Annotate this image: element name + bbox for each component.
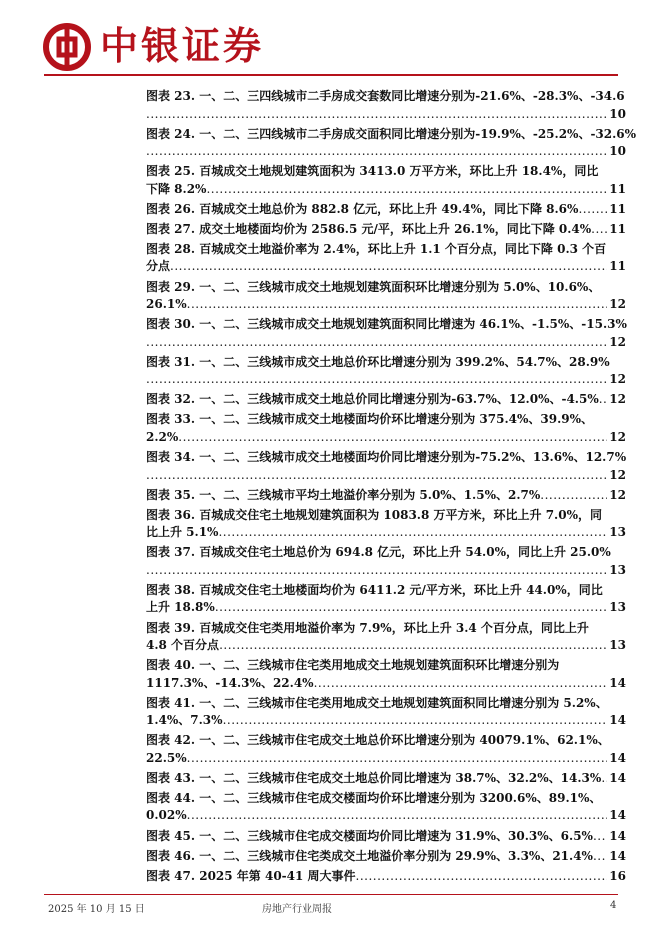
toc-leader-dots (146, 562, 607, 580)
toc-entry-title: 图表 36. 百城成交住宅土地规划建筑面积为 1083.8 万平方米，环比上升 7.0%，同 (146, 507, 602, 522)
toc-page-number: 12 (609, 392, 626, 407)
toc-page-number: 11 (609, 181, 626, 196)
toc-leader-dots (356, 868, 608, 886)
toc-leader-dots (146, 143, 607, 161)
toc-entry[interactable] (146, 449, 626, 484)
toc-entry-title: 图表 47. 2025 年第 40-41 周大事件 (146, 868, 356, 883)
figure-index-list (146, 88, 637, 888)
toc-page-number: 12 (609, 372, 626, 387)
toc-entry-title: 图表 46. 一、二、三线城市住宅类成交土地溢价率分别为 29.9%、3.3%、21.4% (146, 848, 593, 863)
toc-entry[interactable] (146, 163, 626, 198)
toc-leader-dots (540, 487, 607, 505)
toc-entry[interactable] (146, 732, 626, 767)
toc-page-number: 12 (609, 487, 626, 502)
toc-leader-dots (218, 524, 607, 542)
toc-page-number: 14 (609, 828, 626, 843)
boc-coin-logo-icon (42, 22, 92, 72)
toc-entry-title: 图表 26. 百城成交土地总价为 882.8 亿元，环比上升 49.4%，同比下降 8.6% (146, 201, 579, 216)
toc-leader-dots (178, 429, 607, 447)
toc-page-number: 12 (609, 334, 626, 349)
toc-entry[interactable] (146, 657, 626, 692)
toc-entry-title: 图表 27. 成交土地楼面均价为 2586.5 元/平，环比上升 26.1%，同比下降 0.4% (146, 221, 592, 236)
toc-entry-title-continued: 2.2% (146, 429, 179, 444)
toc-page-number: 12 (609, 297, 626, 312)
toc-entry[interactable] (146, 770, 626, 788)
toc-leader-dots (215, 599, 607, 617)
toc-entry-title: 图表 25. 百城成交土地规划建筑面积为 3413.0 万平方米，环比上升 18.4%，同比 (146, 164, 599, 179)
toc-page-number: 14 (609, 675, 626, 690)
toc-leader-dots (219, 637, 607, 655)
toc-leader-dots (591, 221, 607, 239)
footer-page-number: 4 (610, 900, 617, 911)
toc-leader-dots (223, 712, 608, 730)
toc-entry-title-continued: 1117.3%、-14.3%、22.4% (146, 675, 314, 690)
toc-entry-title-continued: 1.4%、7.3% (146, 713, 223, 728)
toc-entry-title: 图表 23. 一、二、三四线城市二手房成交套数同比增速分别为-21.6%、-28.3%、-34.6 (146, 89, 625, 103)
toc-leader-dots (146, 467, 607, 485)
toc-entry[interactable] (146, 354, 626, 389)
toc-entry[interactable] (146, 241, 626, 276)
toc-entry-title-continued: 上升 18.8% (146, 600, 215, 615)
toc-entry-title: 图表 44. 一、二、三线城市住宅成交楼面均价环比增速分别为 3200.6%、89.1%、 (146, 790, 602, 805)
toc-page-number: 10 (609, 106, 626, 121)
toc-page-number: 14 (609, 770, 626, 785)
toc-entry-title-continued: 0.02% (146, 808, 187, 823)
toc-entry-title-continued: 下降 8.2% (146, 181, 207, 196)
toc-page-number: 13 (609, 600, 626, 615)
header-divider (44, 74, 618, 76)
toc-entry-title: 图表 32. 一、二、三线城市成交土地总价同比增速分别为-63.7%、12.0%、-4.5% (146, 392, 599, 407)
toc-page-number: 13 (609, 525, 626, 540)
toc-page-number: 14 (609, 713, 626, 728)
toc-entry[interactable] (146, 279, 626, 314)
toc-entry[interactable] (146, 620, 626, 655)
toc-leader-dots (170, 258, 607, 276)
toc-entry[interactable] (146, 790, 626, 825)
footer-date: 2025 年 10 月 15 日 (48, 904, 145, 915)
toc-entry[interactable] (146, 391, 626, 409)
toc-page-number: 16 (609, 868, 626, 883)
toc-entry-title: 图表 45. 一、二、三线城市住宅成交楼面均价同比增速为 31.9%、30.3%、6.5% (146, 828, 593, 843)
toc-entry-title-continued: 比上升 5.1% (146, 525, 219, 540)
toc-leader-dots (206, 181, 607, 199)
toc-entry[interactable] (146, 544, 626, 579)
toc-page-number: 14 (609, 750, 626, 765)
toc-entry-title: 图表 42. 一、二、三线城市住宅成交土地总价环比增速分别为 40079.1%、62.1%、 (146, 733, 610, 748)
toc-leader-dots (187, 296, 608, 314)
toc-leader-dots (187, 807, 608, 825)
toc-page-number: 12 (609, 467, 626, 482)
toc-entry[interactable] (146, 868, 626, 886)
footer-divider (44, 894, 618, 895)
toc-leader-dots (187, 750, 608, 768)
toc-page-number: 13 (609, 562, 626, 577)
toc-entry-title: 图表 37. 百城成交住宅土地总价为 694.8 亿元，环比上升 54.0%，同比上升 25.0% (146, 545, 611, 560)
toc-entry-title: 图表 31. 一、二、三线城市成交土地总价环比增速分别为 399.2%、54.7%、28.9% (146, 354, 610, 369)
toc-leader-dots (314, 675, 608, 693)
toc-entry[interactable] (146, 316, 626, 351)
page-header (42, 22, 622, 72)
toc-leader-dots (593, 848, 607, 866)
toc-entry[interactable] (146, 507, 626, 542)
toc-entry[interactable] (146, 221, 626, 239)
toc-entry-title: 图表 28. 百城成交土地溢价率为 2.4%，环比上升 1.1 个百分点，同比下降 0.3 个百 (146, 241, 607, 256)
toc-entry-title: 图表 34. 一、二、三线城市成交土地楼面均价同比增速分别为-75.2%、13.6%、12.7% (146, 450, 627, 465)
toc-entry[interactable] (146, 201, 626, 219)
toc-entry[interactable] (146, 848, 626, 866)
footer-report-title: 房地产行业周报 (262, 904, 332, 915)
toc-page-number: 11 (609, 201, 626, 216)
toc-page-number: 11 (609, 259, 626, 274)
toc-entry[interactable] (146, 828, 626, 846)
toc-page-number: 10 (609, 144, 626, 159)
toc-entry-title: 图表 41. 一、二、三线城市住宅类用地成交土地规划建筑面积同比增速分别为 5.2%、 (146, 695, 608, 710)
toc-entry[interactable] (146, 126, 637, 161)
brand-name: 中银证券 (100, 24, 265, 68)
toc-entry[interactable] (146, 582, 626, 617)
toc-leader-dots (146, 371, 607, 389)
toc-leader-dots (578, 201, 607, 219)
toc-entry[interactable] (146, 695, 626, 730)
toc-entry-title-continued: 分点 (146, 259, 171, 274)
toc-entry-title: 图表 39. 百城成交住宅类用地溢价率为 7.9%，环比上升 3.4 个百分点，同比上升 (146, 620, 589, 635)
toc-entry[interactable] (146, 411, 626, 446)
toc-page-number: 12 (609, 429, 626, 444)
toc-leader-dots (146, 334, 607, 352)
toc-entry[interactable] (146, 487, 626, 505)
toc-page-number: 11 (609, 221, 626, 236)
toc-page-number: 14 (609, 848, 626, 863)
toc-entry-title: 图表 29. 一、二、三线城市成交土地规划建筑面积环比增速分别为 5.0%、10.6%、 (146, 279, 601, 294)
toc-page-number: 13 (609, 638, 626, 652)
toc-entry-title-continued: 4.8 个百分点 (146, 638, 220, 652)
toc-entry-title: 图表 35. 一、二、三线城市平均土地溢价率分别为 5.0%、1.5%、2.7% (146, 487, 541, 502)
toc-entry-title: 图表 24. 一、二、三四线城市二手房成交面积同比增速分别为-19.9%、-25.2%、-32.6% (146, 126, 637, 141)
toc-entry-title: 图表 30. 一、二、三线城市成交土地规划建筑面积同比增速为 46.1%、-1.5%、-15.3% (146, 317, 627, 332)
toc-entry-title: 图表 43. 一、二、三线城市住宅成交土地总价同比增速为 38.7%、32.2%、14.3% (146, 770, 602, 785)
toc-entry-title: 图表 33. 一、二、三线城市成交土地楼面均价环比增速分别为 375.4%、39.9%、 (146, 412, 594, 427)
toc-entry-title: 图表 38. 百城成交住宅土地楼面均价为 6411.2 元/平方米，环比上升 44.0%，同比 (146, 582, 603, 597)
toc-leader-dots (146, 106, 607, 124)
toc-entry-title-continued: 22.5% (146, 750, 187, 765)
toc-entry-title-continued: 26.1% (146, 297, 187, 312)
toc-leader-dots (599, 391, 608, 409)
toc-entry[interactable] (146, 88, 626, 123)
toc-entry-title: 图表 40. 一、二、三线城市住宅类用地成交土地规划建筑面积环比增速分别为 (146, 658, 560, 673)
toc-leader-dots (593, 828, 607, 846)
toc-page-number: 14 (609, 808, 626, 823)
